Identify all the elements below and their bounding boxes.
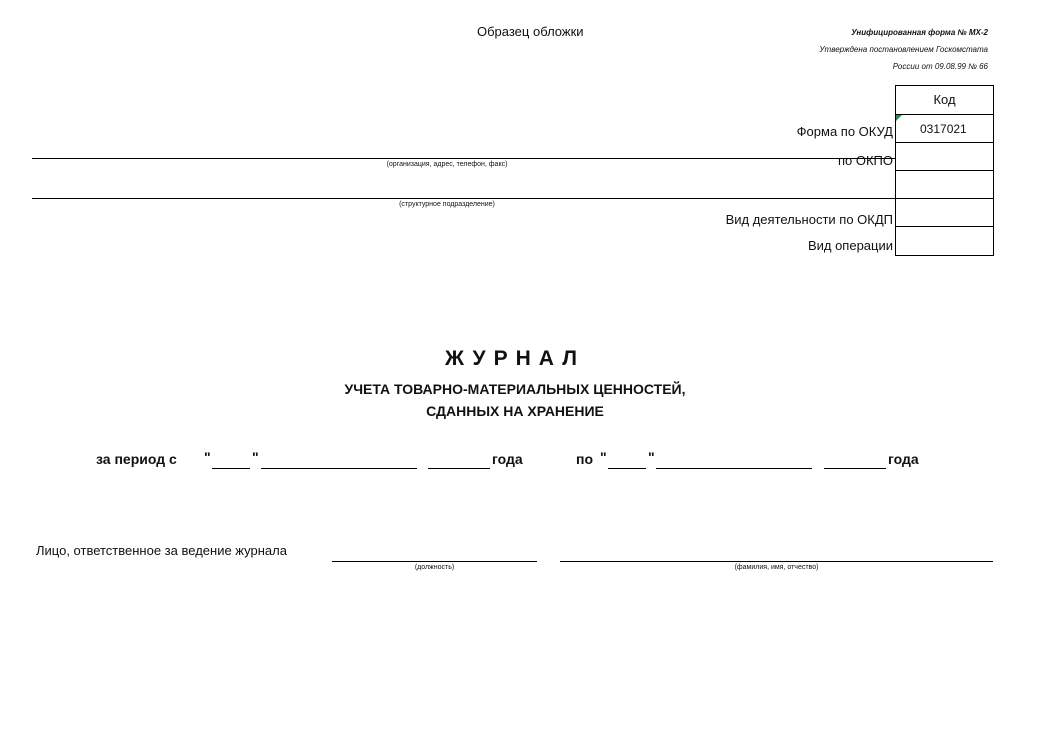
okpo-code-field[interactable]: [896, 143, 993, 171]
quote-mark: ": [648, 449, 655, 465]
fullname-caption: (фамилия, имя, отчество): [734, 564, 819, 571]
journal-subtitle-1: УЧЕТА ТОВАРНО-МАТЕРИАЛЬНЫХ ЦЕННОСТЕЙ,: [344, 381, 686, 397]
organization-caption: (организация, адрес, телефон, факс): [386, 161, 508, 168]
operation-label: Вид операции: [807, 238, 893, 253]
quote-mark: ": [252, 449, 259, 465]
quote-mark: ": [204, 449, 211, 465]
to-year-field[interactable]: [824, 468, 886, 469]
fullname-line[interactable]: [560, 561, 993, 562]
year-label: года: [492, 451, 523, 467]
year-label: года: [888, 451, 919, 467]
to-month-field[interactable]: [656, 468, 812, 469]
okud-code-field[interactable]: [896, 115, 993, 143]
codes-table: [895, 85, 994, 256]
cell-marker-icon: [896, 115, 902, 121]
from-month-field[interactable]: [261, 468, 417, 469]
quote-mark: ": [600, 449, 607, 465]
okud-label: Форма по ОКУД: [796, 124, 893, 139]
approval-date-note: России от 09.08.99 № 66: [892, 62, 988, 71]
okdp-label: Вид деятельности по ОКДП: [725, 212, 893, 227]
period-from-label: за период с: [96, 451, 177, 467]
codes-header: Код: [896, 86, 993, 115]
position-caption: (должность): [414, 564, 455, 571]
blank-code-field[interactable]: [896, 171, 993, 199]
journal-title: ЖУРНАЛ: [445, 347, 585, 370]
from-year-field[interactable]: [428, 468, 490, 469]
period-to-label: по: [576, 451, 594, 467]
form-code-note: Унифицированная форма № МХ-2: [851, 28, 988, 37]
responsible-label: Лицо, ответственное за ведение журнала: [36, 543, 287, 558]
approval-note: Утверждена постановлением Госкомстата: [819, 45, 988, 54]
operation-code-field[interactable]: [896, 227, 993, 255]
okdp-code-field[interactable]: [896, 199, 993, 227]
sample-label: Образец обложки: [477, 24, 584, 39]
position-line[interactable]: [332, 561, 537, 562]
subdivision-caption: (структурное подразделение): [399, 201, 495, 208]
from-day-field[interactable]: [212, 468, 250, 469]
subdivision-line[interactable]: [32, 198, 895, 199]
organization-line[interactable]: [32, 158, 895, 159]
to-day-field[interactable]: [608, 468, 646, 469]
journal-subtitle-2: СДАННЫХ НА ХРАНЕНИЕ: [426, 403, 604, 419]
okud-code-value: 0317021: [920, 122, 967, 136]
okpo-label: по ОКПО: [837, 153, 893, 168]
